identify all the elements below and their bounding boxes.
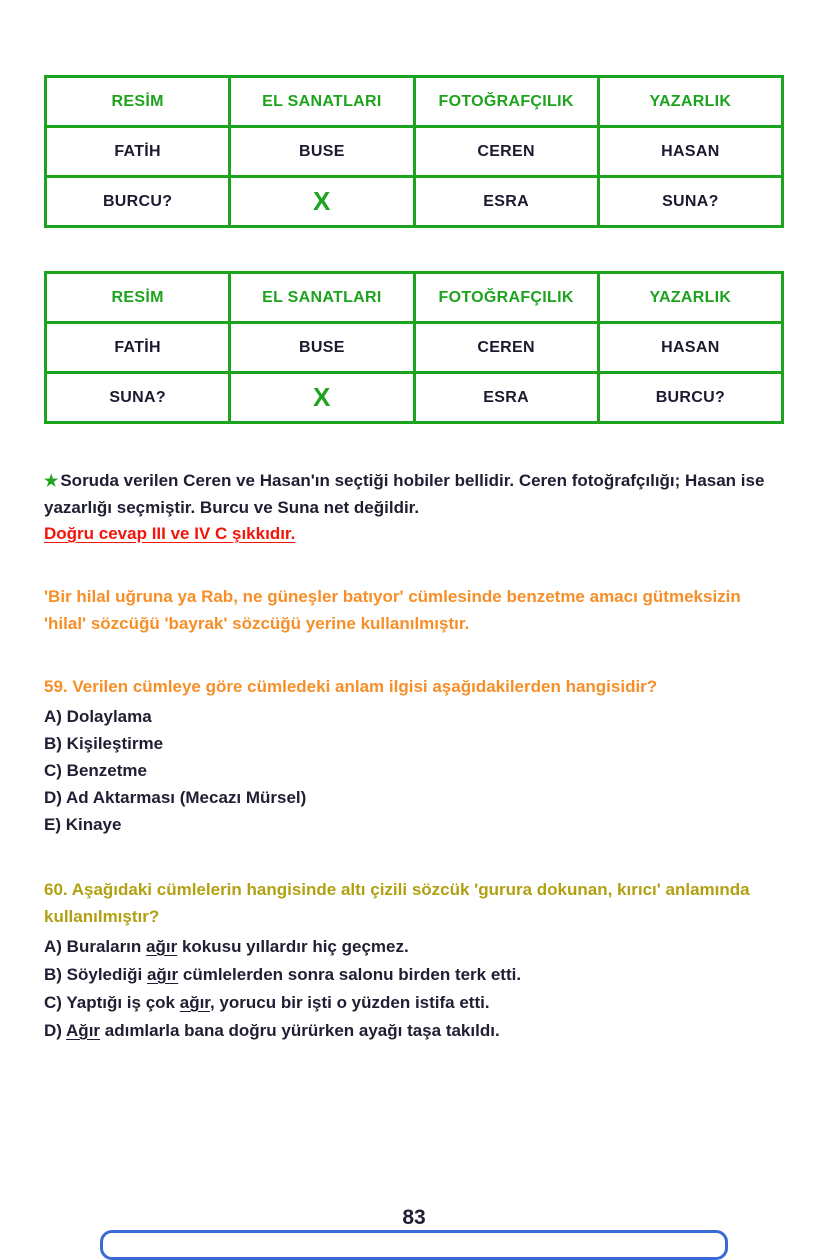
table-cell: CEREN xyxy=(414,127,598,177)
table-cell: FATİH xyxy=(46,127,230,177)
table-cell: HASAN xyxy=(598,127,782,177)
question-59-text: 59. Verilen cümleye göre cümledeki anlam ilgisi aşağıdakilerden hangisidir? xyxy=(44,677,658,696)
x-mark: X xyxy=(230,373,414,423)
table-cell: CEREN xyxy=(414,323,598,373)
explanation-block xyxy=(44,468,784,547)
table-cell: BUSE xyxy=(230,127,414,177)
page xyxy=(0,75,828,1246)
option-text: B) Söylediği xyxy=(44,965,147,984)
underlined-word: Ağır xyxy=(66,1021,101,1040)
footer-blue-box xyxy=(100,1230,728,1260)
table-cell: SUNA? xyxy=(598,177,782,227)
table-row xyxy=(46,127,783,177)
page-number: 83 xyxy=(402,1206,426,1229)
option-text: kokusu yıllardır hiç geçmez. xyxy=(177,937,409,956)
option-a: A) Dolaylama xyxy=(44,707,152,726)
table-header-cell: EL SANATLARI xyxy=(230,77,414,127)
option-text: A) Buraların xyxy=(44,937,147,956)
table-cell: BURCU? xyxy=(598,373,782,423)
option-text: adımlarla bana doğru yürürken ayağı taşa takıldı. xyxy=(100,1021,500,1040)
table-cell: BUSE xyxy=(230,323,414,373)
table-row xyxy=(46,323,783,373)
option-c: C) Benzetme xyxy=(44,761,147,780)
underlined-word: ağır xyxy=(146,937,178,956)
table-row xyxy=(46,373,783,423)
table-cell: ESRA xyxy=(414,177,598,227)
option-text: , yorucu bir işti o yüzden istifa etti. xyxy=(209,993,490,1012)
hobby-table-1 xyxy=(44,75,784,228)
table-header-cell: RESİM xyxy=(46,273,230,323)
table-header-cell: FOTOĞRAFÇILIK xyxy=(414,273,598,323)
option-d xyxy=(44,1017,784,1045)
table-header-cell: FOTOĞRAFÇILIK xyxy=(414,77,598,127)
table-cell: SUNA? xyxy=(46,373,230,423)
option-text: D) xyxy=(44,1021,67,1040)
passage-text: 'Bir hilal uğruna ya Rab, ne güneşler batıyor' cümlesinde benzetme amacı gütmeksizin 'hilal' sözcüğü 'bayrak' sözcüğü yerine kullanılmıştır. xyxy=(44,587,741,633)
question-60-text: 60. Aşağıdaki cümlelerin hangisinde altı çizili sözcük 'gurura dokunan, kırıcı' anlamında kullanılmıştır? xyxy=(44,880,750,926)
table-header-cell: YAZARLIK xyxy=(598,273,782,323)
option-b xyxy=(44,961,784,989)
explanation-text: Soruda verilen Ceren ve Hasan'ın seçtiği hobiler bellidir. Ceren fotoğrafçılığı; Hasan ise yazarlığı seçmiştir. Burcu ve Suna net değildir. xyxy=(44,471,765,517)
option-a xyxy=(44,933,784,961)
table-cell: BURCU? xyxy=(46,177,230,227)
star-icon: ★ xyxy=(44,473,59,490)
option-b: B) Kişileştirme xyxy=(44,734,164,753)
answer-text: Doğru cevap III ve IV C şıkkıdır. xyxy=(44,524,296,543)
option-e: E) Kinaye xyxy=(44,815,122,834)
table-cell: ESRA xyxy=(414,373,598,423)
table-header-row xyxy=(46,273,783,323)
option-c xyxy=(44,989,784,1017)
table-cell: FATİH xyxy=(46,323,230,373)
question-59 xyxy=(44,673,784,838)
table-header-row xyxy=(46,77,783,127)
table-header-cell: YAZARLIK xyxy=(598,77,782,127)
option-d: D) Ad Aktarması (Mecazı Mürsel) xyxy=(44,788,307,807)
table-header-cell: EL SANATLARI xyxy=(230,273,414,323)
question-60-options xyxy=(44,933,784,1045)
x-mark: X xyxy=(230,177,414,227)
question-60 xyxy=(44,876,784,1045)
option-text: C) Yaptığı iş çok xyxy=(44,993,180,1012)
table-row xyxy=(46,177,783,227)
underlined-word: ağır xyxy=(146,965,179,984)
table-cell: HASAN xyxy=(598,323,782,373)
option-text: cümlelerden sonra salonu birden terk etti. xyxy=(178,965,522,984)
table-header-cell: RESİM xyxy=(46,77,230,127)
underlined-word: ağır xyxy=(179,993,210,1012)
question-59-options xyxy=(44,703,784,838)
hobby-table-2 xyxy=(44,271,784,424)
